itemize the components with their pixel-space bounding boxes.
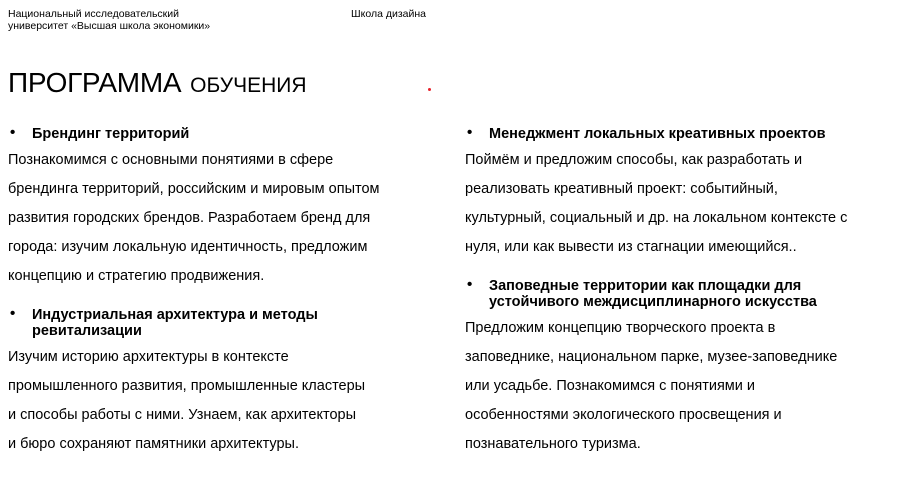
section-heading-line: Менеджмент локальных креативных проектов xyxy=(489,126,826,142)
description-line: и способы работы с ними. Узнаем, как архитекторы xyxy=(8,407,357,423)
bullet-icon: • xyxy=(10,124,16,141)
bullet-icon: • xyxy=(467,276,473,293)
section-heading xyxy=(8,124,433,146)
section-heading xyxy=(465,276,895,314)
bullet-icon: • xyxy=(467,124,473,141)
description-line: и бюро сохраняют памятники архитектуры. xyxy=(8,436,299,452)
program-section-industrial-architecture xyxy=(8,305,433,459)
description-line: особенностями экологического просвещения и xyxy=(465,407,782,423)
description-line: Предложим концепцию творческого проекта в xyxy=(465,320,776,336)
description-line: заповеднике, национальном парке, музее-заповеднике xyxy=(465,349,838,365)
section-heading-line: устойчивого междисциплинарного искусства xyxy=(489,294,817,310)
left-column xyxy=(8,124,433,473)
section-heading-line: Индустриальная архитектура и методы xyxy=(32,307,318,323)
section-heading xyxy=(8,305,433,343)
description-line: концепцию и стратегию продвижения. xyxy=(8,268,265,284)
section-heading-line: ревитализации xyxy=(32,323,142,339)
description-line: познавательного туризма. xyxy=(465,436,641,452)
section-description xyxy=(465,146,895,262)
section-description xyxy=(8,146,433,291)
page-title xyxy=(8,64,307,103)
description-line: Изучим историю архитектуры в контексте xyxy=(8,349,289,365)
institution-line-1: Национальный исследовательский xyxy=(8,8,179,20)
description-line: промышленного развития, промышленные кластеры xyxy=(8,378,366,394)
description-line: реализовать креативный проект: событийный, xyxy=(465,181,778,197)
description-line: или усадьбе. Познакомимся с понятиями и xyxy=(465,378,755,394)
description-line: культурный, социальный и др. на локальном контексте с xyxy=(465,210,848,226)
section-heading-line: Заповедные территории как площадки для xyxy=(489,278,802,294)
program-section-branding xyxy=(8,124,433,291)
program-section-creative-management xyxy=(465,124,895,262)
section-heading-line: Брендинг территорий xyxy=(32,126,190,142)
description-line: нуля, или как вывести из стагнации имеющийся.. xyxy=(465,239,797,255)
institution-name xyxy=(8,8,210,32)
school-name: Школа дизайна xyxy=(351,8,426,20)
page-title-main: ПРОГРАММА xyxy=(8,67,182,98)
right-column xyxy=(465,124,895,473)
program-section-protected-territories xyxy=(465,276,895,459)
section-description xyxy=(465,314,895,459)
accent-dot xyxy=(428,88,431,91)
description-line: Познакомимся с основными понятиями в сфере xyxy=(8,152,334,168)
institution-line-2: университет «Высшая школа экономики» xyxy=(8,20,211,32)
section-heading xyxy=(465,124,895,146)
bullet-icon: • xyxy=(10,305,16,322)
description-line: брендинга территорий, российским и мировым опытом xyxy=(8,181,380,197)
section-description xyxy=(8,343,433,459)
description-line: развития городских брендов. Разработаем бренд для xyxy=(8,210,371,226)
description-line: города: изучим локальную идентичность, предложим xyxy=(8,239,368,255)
page-title-secondary: ОБУЧЕНИЯ xyxy=(190,74,307,97)
description-line: Поймём и предложим способы, как разработать и xyxy=(465,152,803,168)
